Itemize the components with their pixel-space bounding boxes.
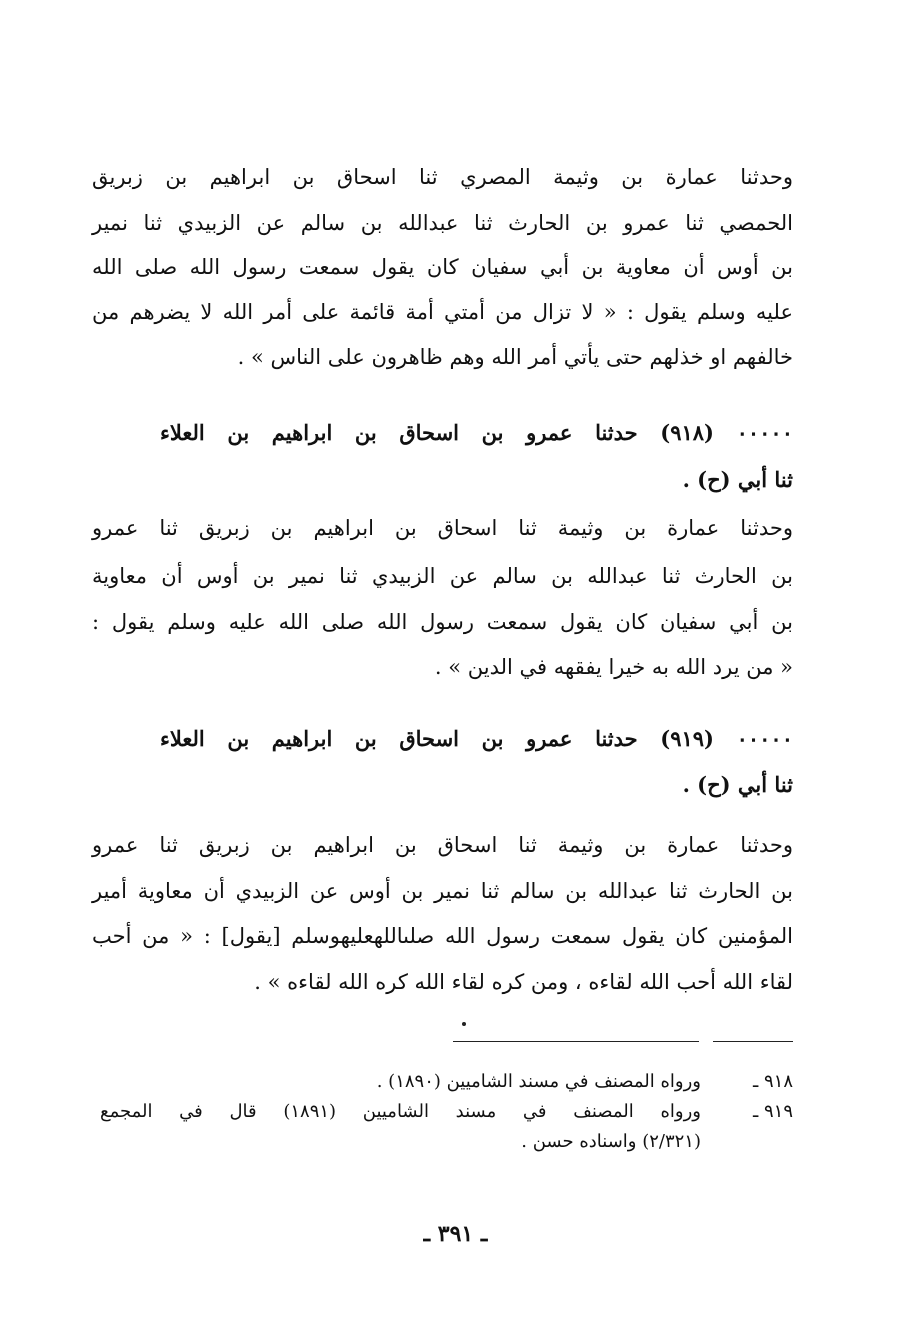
text-line: الحمصي ثنا عمرو بن الحارث ثنا عبدالله بن سالم عن الزبيدي ثنا نمير (92, 211, 793, 235)
text-line: خالفهم او خذلهم حتى يأتي أمر الله وهم ظاهرون على الناس » . (237, 345, 793, 369)
text-line: وحدثنا عمارة بن وثيمة ثنا اسحاق بن ابراهيم بن زبريق ثنا عمرو (92, 516, 793, 540)
text-line: بن أبي سفيان كان يقول سمعت رسول الله صلى الله عليه وسلم يقول : (92, 610, 793, 634)
hadith-heading: ٠٠٠٠٠ (٩١٩) حدثنا عمرو بن اسحاق بن ابراهيم بن العلاء (160, 726, 793, 751)
footnote-number: ٩١٩ ـ (752, 1101, 793, 1122)
text-line: بن الحارث ثنا عبدالله بن سالم عن الزبيدي ثنا نمير بن أوس أن معاوية (92, 564, 793, 588)
text-line: بن أوس أن معاوية بن أبي سفيان كان يقول سمعت رسول الله صلى الله (92, 255, 793, 279)
text-line: « من يرد الله به خيرا يفقهه في الدين » . (434, 655, 793, 679)
hadith-heading: ٠٠٠٠٠ (٩١٨) حدثنا عمرو بن اسحاق بن ابراهيم بن العلاء (160, 420, 793, 445)
hadith-heading: ثنا أبي (ح) . (682, 772, 793, 797)
text-line: وحدثنا عمارة بن وثيمة ثنا اسحاق بن ابراهيم بن زبريق ثنا عمرو (92, 833, 793, 857)
footnote-text: (٢/٣٢١) واسناده حسن . (521, 1131, 701, 1152)
text-line: بن الحارث ثنا عبدالله بن سالم ثنا نمير بن أوس عن الزبيدي أن معاوية أمير (92, 879, 793, 903)
footnote-number: ٩١٨ ـ (752, 1071, 793, 1092)
separator-dot (462, 1022, 466, 1026)
text-line: المؤمنين كان يقول سمعت رسول الله صلىاللهعليهوسلم [يقول] : « من أحب (92, 924, 793, 948)
page-number: ـ ٣٩١ ـ (423, 1221, 488, 1247)
text-line: عليه وسلم يقول : « لا تزال من أمتي أمة قائمة على أمر الله لا يضرهم من (92, 300, 793, 324)
hadith-heading: ثنا أبي (ح) . (682, 467, 793, 492)
footnote-text: ورواه المصنف في مسند الشاميين (١٨٩١) قال في المجمع (100, 1101, 701, 1122)
footnote-rule (453, 1041, 699, 1042)
text-line: لقاء الله أحب الله لقاءه ، ومن كره لقاء الله كره الله لقاءه » . (254, 970, 793, 994)
text-line: وحدثنا عمارة بن وثيمة المصري ثنا اسحاق بن ابراهيم بن زبريق (92, 165, 793, 189)
footnote-text: ورواه المصنف في مسند الشاميين (١٨٩٠) . (376, 1071, 701, 1092)
footnote-rule (713, 1041, 793, 1042)
